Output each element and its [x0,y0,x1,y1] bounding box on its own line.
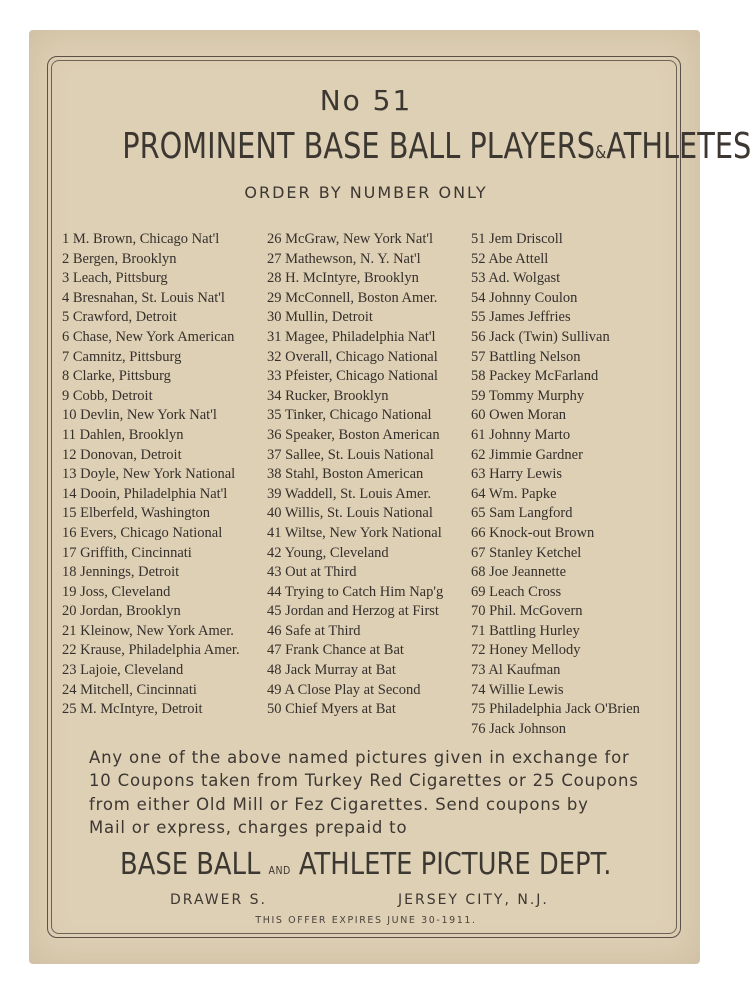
player-list-item: 71 Battling Hurley [471,622,580,639]
player-list-item: 47 Frank Chance at Bat [267,642,404,659]
player-list-item: 6 Chase, New York American [62,328,235,345]
player-list-item: 15 Elberfeld, Washington [62,505,210,522]
city-address: JERSEY CITY, N.J. [398,892,549,908]
offer-line: Mail or express, charges prepaid to [89,817,408,837]
player-list-item: 44 Trying to Catch Him Nap'g [267,583,444,600]
order-instruction: ORDER BY NUMBER ONLY [244,183,488,202]
player-list-item: 23 Lajoie, Cleveland [62,662,184,679]
player-list-item: 16 Evers, Chicago National [62,524,223,541]
player-list-item: 59 Tommy Murphy [471,387,585,404]
player-list-item: 76 Jack Johnson [471,720,567,737]
player-list-item: 48 Jack Murray at Bat [267,662,396,679]
player-list-item: 25 M. McIntyre, Detroit [62,701,203,718]
player-list-item: 68 Joe Jeannette [471,564,567,581]
player-list-item: 2 Bergen, Brooklyn [62,250,177,267]
player-list-item: 66 Knock-out Brown [471,524,595,541]
player-list-item: 36 Speaker, Boston American [267,426,440,443]
offer-line: from either Old Mill or Fez Cigarettes. Send coupons by [89,794,589,814]
player-list-column-3 [471,230,640,739]
player-list-item: 46 Safe at Third [267,622,361,639]
player-list-item: 75 Philadelphia Jack O'Brien [471,701,640,718]
player-list-item: 42 Young, Cleveland [267,544,389,561]
player-list-item: 51 Jem Driscoll [471,231,563,247]
player-list-item: 45 Jordan and Herzog at First [267,603,439,620]
player-list-item: 53 Ad. Wolgast [471,270,561,287]
player-list-item: 13 Doyle, New York National [62,466,236,483]
card-number: No 51 [319,84,413,117]
player-list-item: 57 Battling Nelson [471,348,581,365]
player-list-item: 21 Kleinow, New York Amer. [62,622,234,639]
player-list-item: 26 McGraw, New York Nat'l [267,231,433,247]
player-list-item: 56 Jack (Twin) Sullivan [471,328,610,345]
player-list-item: 52 Abe Attell [471,250,549,267]
player-list-item: 55 James Jeffries [471,309,571,326]
player-list-item: 24 Mitchell, Cincinnati [62,681,197,698]
player-list-item: 3 Leach, Pittsburg [62,270,168,287]
player-list-item: 60 Owen Moran [471,407,567,424]
player-list-item: 29 McConnell, Boston Amer. [267,289,438,306]
player-list-item: 74 Willie Lewis [471,681,564,698]
card-title [122,126,751,167]
player-list-item: 30 Mullin, Detroit [267,309,373,326]
player-list-item: 19 Joss, Cleveland [62,583,171,600]
player-list-item: 27 Mathewson, N. Y. Nat'l [267,250,421,267]
department-name-end: ATHLETE PICTURE DEPT. [299,847,612,882]
player-list-item: 49 A Close Play at Second [267,681,421,698]
offer-line: Any one of the above named pictures given in exchange for [89,748,630,767]
player-list-item: 43 Out at Third [267,564,357,581]
player-list-item: 64 Wm. Papke [471,485,557,502]
player-list-item: 37 Sallee, St. Louis National [267,446,434,463]
player-list-item: 69 Leach Cross [471,583,562,600]
player-list-column-2 [267,230,443,720]
player-list-item: 62 Jimmie Gardner [471,446,583,463]
player-list-item: 50 Chief Myers at Bat [267,701,396,718]
player-list-item: 58 Packey McFarland [471,368,599,385]
player-list-item: 39 Waddell, St. Louis Amer. [267,485,432,502]
player-list-item: 40 Willis, St. Louis National [267,505,433,522]
player-list-item: 10 Devlin, New York Nat'l [62,407,217,424]
player-list-item: 12 Donovan, Detroit [62,446,182,463]
player-list-item: 11 Dahlen, Brooklyn [62,426,184,443]
player-list-item: 73 Al Kaufman [471,662,561,679]
player-list-item: 7 Camnitz, Pittsburg [62,348,182,365]
player-list-item: 63 Harry Lewis [471,466,563,483]
offer-text [89,746,669,839]
player-list-item: 28 H. McIntyre, Brooklyn [267,270,419,287]
player-list-item: 5 Crawford, Detroit [62,309,177,326]
offer-expiration: THIS OFFER EXPIRES JUNE 30-1911. [255,915,477,926]
player-list-item: 9 Cobb, Detroit [62,387,153,404]
player-list-item: 67 Stanley Ketchel [471,544,582,561]
player-list-item: 20 Jordan, Brooklyn [62,603,181,620]
department-name-start: BASE BALL [120,847,261,882]
player-list-item: 17 Griffith, Cincinnati [62,544,192,561]
player-list-item: 35 Tinker, Chicago National [267,407,432,424]
player-list-item: 14 Dooin, Philadelphia Nat'l [62,485,228,502]
player-list-item: 38 Stahl, Boston American [267,466,424,483]
department-name [0,847,732,882]
player-list-item: 22 Krause, Philadelphia Amer. [62,642,240,659]
player-list-item: 70 Phil. McGovern [471,603,583,620]
title-end: ATHLETES [606,126,751,167]
offer-line: 10 Coupons taken from Turkey Red Cigarettes or 25 Coupons [89,771,639,791]
player-list-item: 34 Rucker, Brooklyn [267,387,389,404]
department-name-and: AND [268,864,291,877]
player-list-item: 31 Magee, Philadelphia Nat'l [267,328,436,345]
player-list-item: 4 Bresnahan, St. Louis Nat'l [62,289,225,306]
player-list-item: 33 Pfeister, Chicago National [267,368,438,385]
player-list-item: 8 Clarke, Pittsburg [62,368,171,385]
title-ampersand: & [595,142,607,163]
player-list-item: 65 Sam Langford [471,505,573,522]
player-list-item: 72 Honey Mellody [471,642,581,659]
title-main: PROMINENT BASE BALL PLAYERS [122,126,596,167]
player-list-item: 18 Jennings, Detroit [62,564,180,581]
player-list-item: 61 Johnny Marto [471,426,571,443]
drawer-address: DRAWER S. [170,892,267,908]
player-list-item: 54 Johnny Coulon [471,289,578,306]
player-list-item: 1 M. Brown, Chicago Nat'l [62,231,220,247]
player-list-item: 32 Overall, Chicago National [267,348,438,365]
player-list-column-1 [62,230,240,720]
player-list-item: 41 Wiltse, New York National [267,524,442,541]
